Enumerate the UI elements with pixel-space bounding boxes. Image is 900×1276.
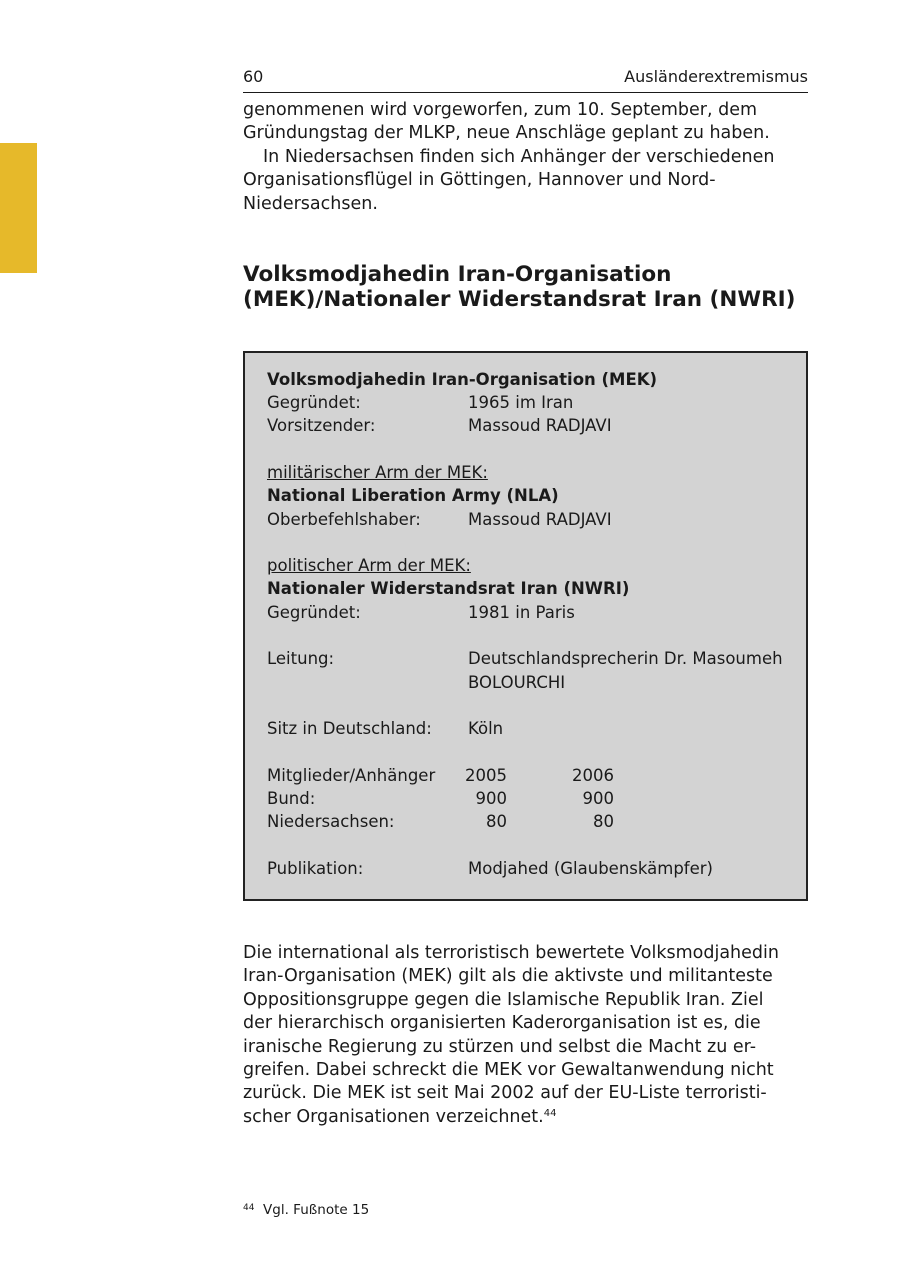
intro-paragraphs <box>243 99 808 216</box>
running-header <box>243 66 808 93</box>
year-2006: 2006 <box>572 766 614 785</box>
mek-title: Volksmodjahedin Iran-Organisation (MEK) <box>267 370 658 389</box>
intro-paragraph-2: In Niedersachsen finden sich Anhänger der verschiedenen Organisationsflügel in Göttingen, Hannover und Nord- Niedersachsen. <box>243 146 775 214</box>
military-arm-heading: militärischer Arm der MEK: <box>267 463 488 482</box>
footnote <box>243 1199 369 1219</box>
nwri-title: Nationaler Widerstandsrat Iran (NWRI) <box>267 579 630 598</box>
main-paragraph: Die international als terroristisch bewertete Volksmodjahedin Iran-Organisation (MEK) gilt als die aktivste und militanteste Oppositionsgruppe gegen die Islamische Republik Iran. Ziel der hierarchisch organisierten Kaderorganisation ist es, die iranische Regierung zu stürzen und selbst die Macht zu er- greifen. Dabei schreckt die MEK vor Gewaltanwendung nicht zurück. Die MEK ist seit Mai 2002 auf der EU-Liste terroristi- scher Organisationen verzeichnet.$^{44}$ <box>243 943 779 1127</box>
organization-fact-box: Volksmodjahedin Iran-Organisation (MEK) Gegründet: 1965 im Iran Vorsitzender: Massoud RADJAVI militärischer Arm der MEK: National Liberation Army (NLA) Oberbefehlshaber: Massoud RADJAVI politischer Arm der MEK: Nationaler Widerstandsrat Iran (NWRI) Gegründet: 1981 in Paris Leitung: Deutschlandsprecherin Dr. Masoumeh BOLOURCHI Sitz in Deutschland: Köln Mitglieder/Anhänger 2005 2006 Bund: 900 900 Niedersachsen: 80 80 Publikation: Modjahed (Glaubenskämpfer) <box>243 351 808 901</box>
heading-line-2: (MEK)/Nationaler Widerstandsrat Iran (NWRI) <box>243 287 796 312</box>
section-title: Ausländerextremismus <box>624 67 808 86</box>
page-number: 60 <box>243 67 264 86</box>
section-heading <box>243 262 843 312</box>
nla-title: National Liberation Army (NLA) <box>267 486 559 505</box>
political-arm-heading: politischer Arm der MEK: <box>267 556 471 575</box>
footnote-text: Vgl. Fußnote 15 <box>263 1202 370 1218</box>
footnote-reference[interactable]: 44 <box>543 1107 557 1119</box>
footnote-number: 44 <box>243 1203 255 1213</box>
heading-line-1: Volksmodjahedin Iran-Organisation <box>243 262 672 287</box>
year-2005: 2005 <box>465 766 507 785</box>
intro-paragraph-1: genommenen wird vorgeworfen, zum 10. September, dem Gründungstag der MLKP, neue Anschläge geplant zu haben. <box>243 100 770 144</box>
chapter-marker-tab <box>0 143 37 273</box>
